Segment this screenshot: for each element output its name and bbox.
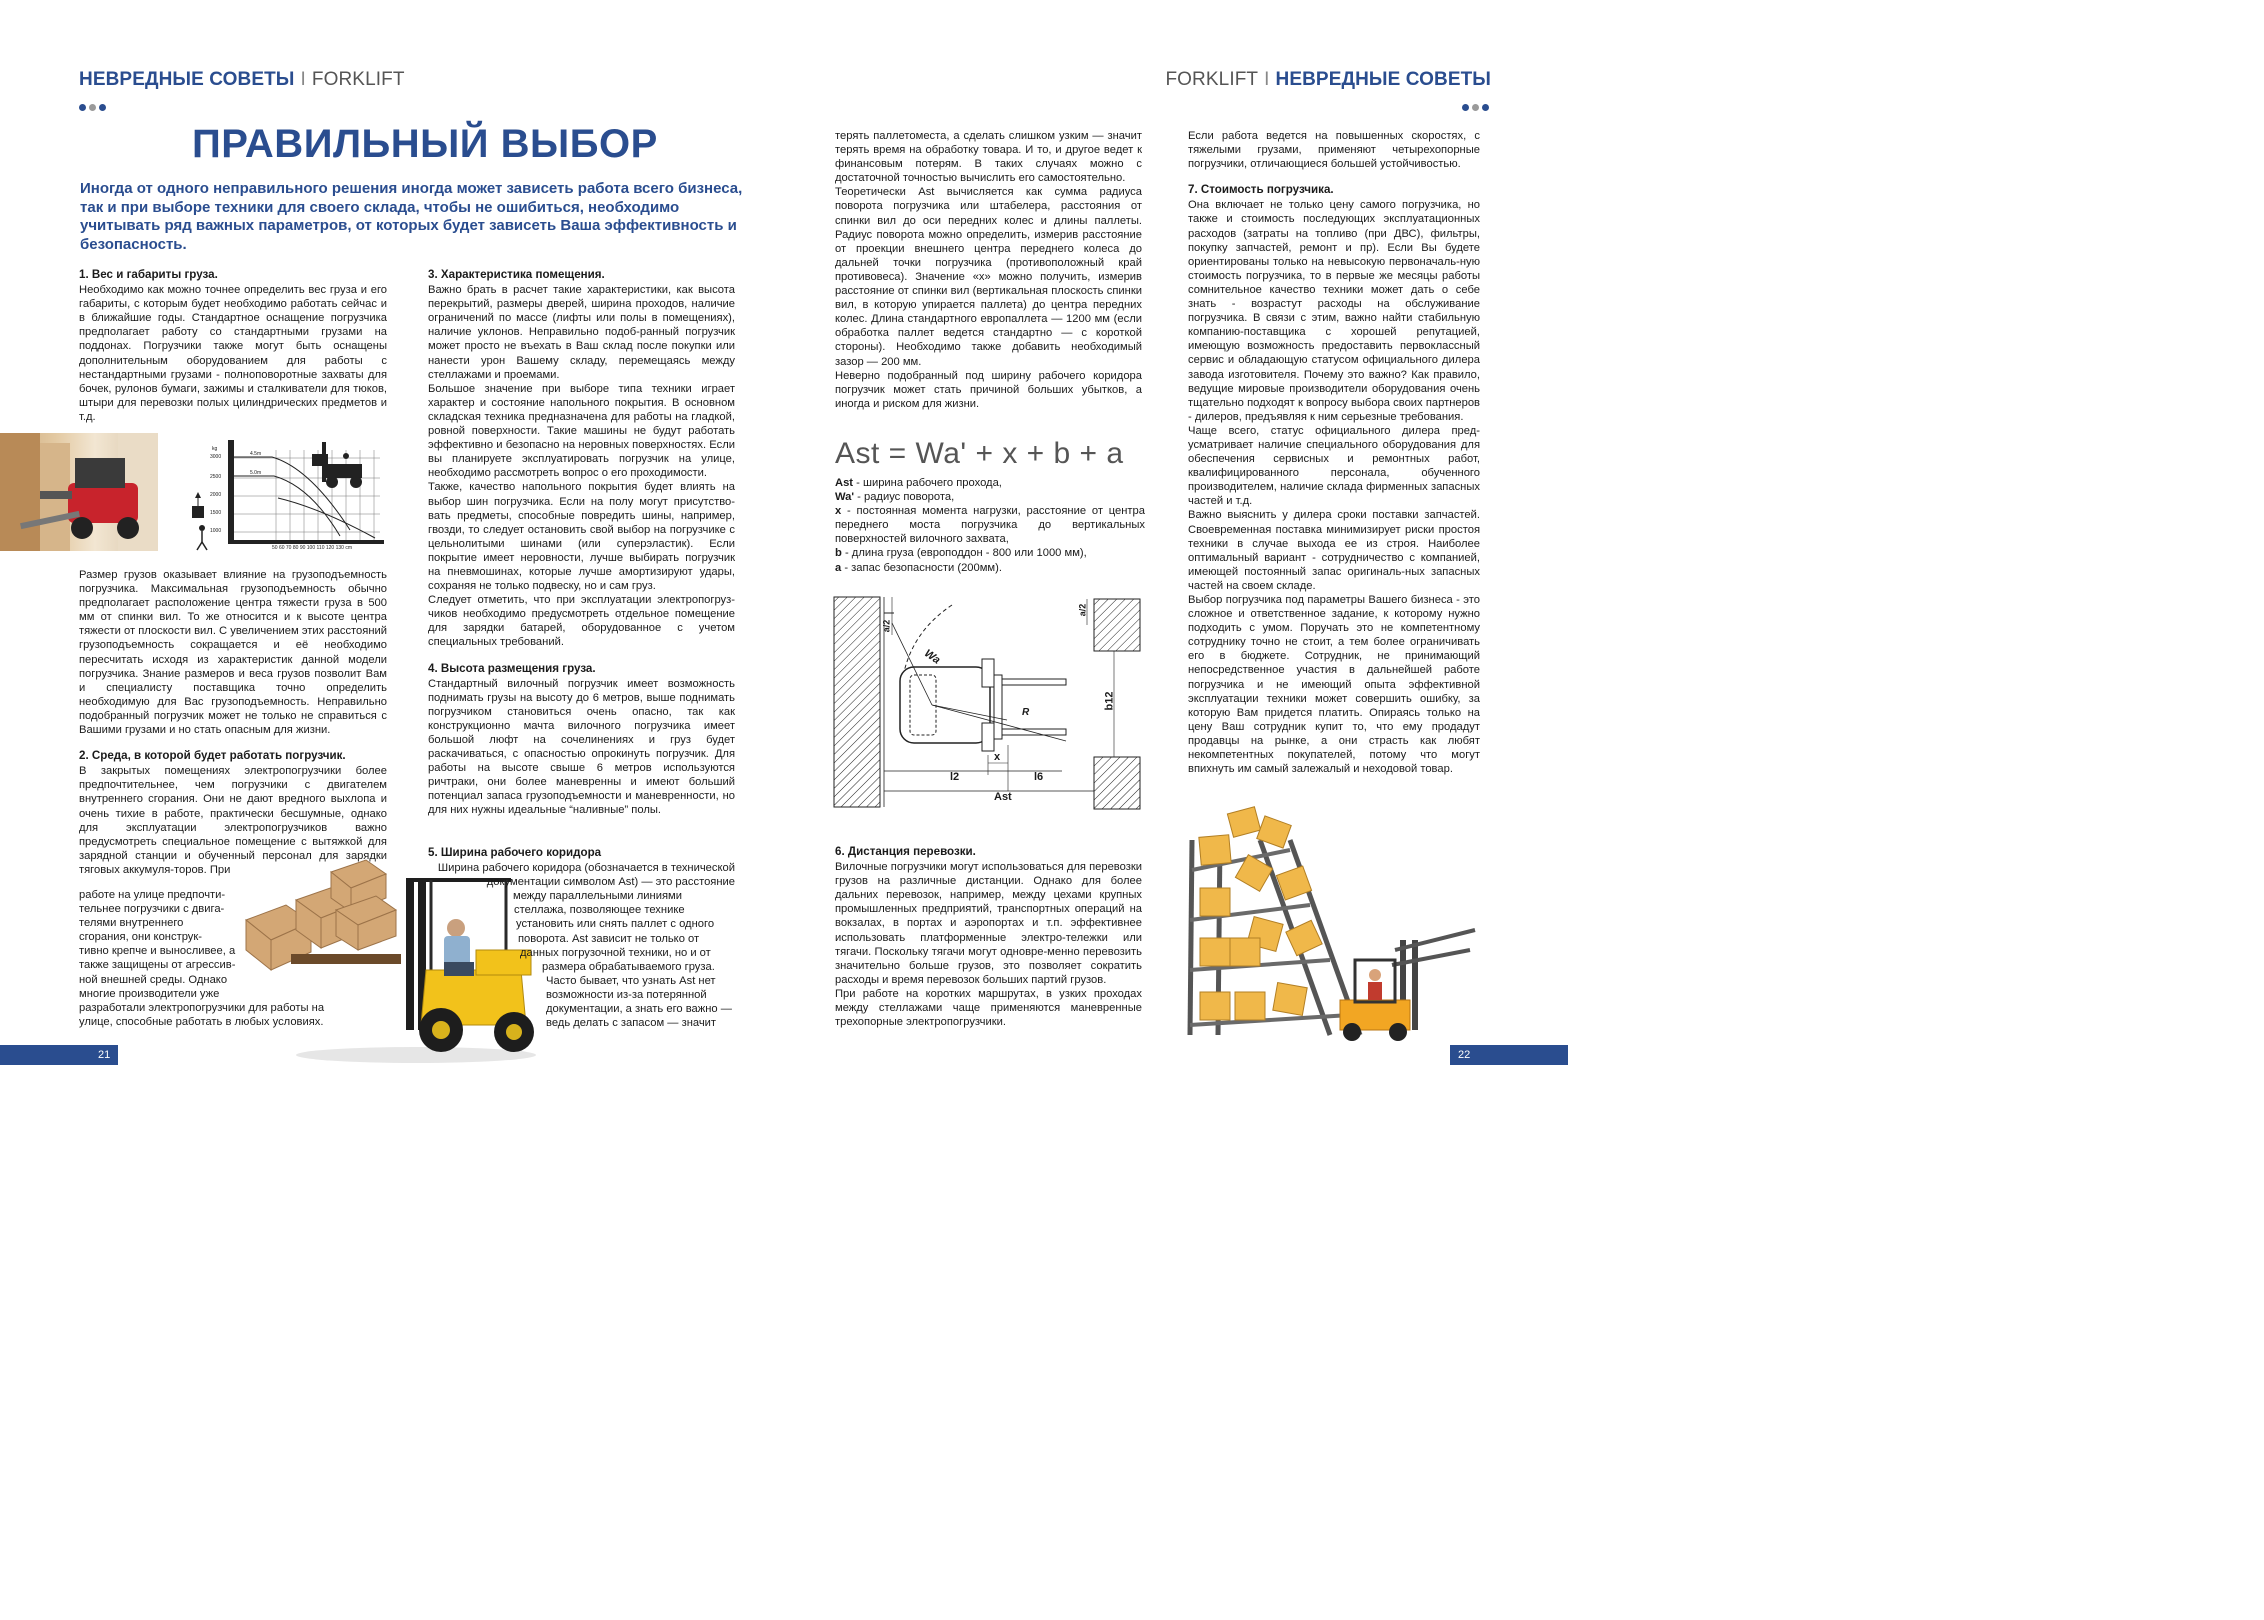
section-7-paragraph-2: Чаще всего, статус официального дилера пред-усматривает наличие специального оборудования для обеспечения сервисных и ремонтных работ, квалифицированного персонала, обученного производителем, наличие склада фирменных запасных частей и т.д.	[1188, 424, 1480, 508]
diagram-label-l2: l2	[950, 771, 960, 783]
section-7-paragraph-4: Выбор погрузчика под параметры Вашего бизнеса - это сложное и ответственное задание, к которому нужно подходить с умом. Поручать это не компетентному сотруднику точно не стоит, а тем более ограничивать его в бюджете. Сотрудник, не принимающий непосредственное участия в дальнейшей работе погрузчика и не имеющий опыта эффективной эксплуатации техники может совершить ошибку, за которую Вам придется платить. Опираясь только на цену Ваш сотрудник купит то, что ему продадут продавцы на рынке, а они страсть как любят некомпетентных покупателей, потому что могут впихнуть им самый залежалый и неходовой товар.	[1188, 594, 1480, 776]
formula-def-x	[835, 504, 1145, 546]
formula-def-b-text: - длина груза (европоддон - 800 или 1000 мм),	[841, 547, 1087, 560]
section-5-cont-paragraph-2: Теоретически Ast вычисляется как сумма радиуса поворота погрузчика или штабелера, расстояния от спинки вил до оси передних колес и длины паллеты. Радиус поворота можно определить, измерив расстояние от проекции внешнего центра переднего колеса до дальней точки погрузчика (противоположный край противовеса). Значение «х» можно получить, измерив расстояние от спинки вил (вертикальная плоскость спинки вил, в которую упирается паллета) до центра передних колес. Длина стандартного европаллета — 1200 мм (если обработка паллет ведется стандартно — с короткой стороны). Необходимо также добавить необходимый зазор — 200 мм.	[835, 186, 1142, 368]
section-2-heading: 2. Среда, в которой будет работать погрузчик.	[79, 749, 346, 763]
chart-x-tick-70: 70	[285, 545, 292, 551]
warehouse-forklift-photo	[0, 433, 158, 551]
chart-y-tick-1500: 1500	[210, 510, 222, 516]
section-5-cont-paragraph-3: Неверно подобранный под ширину рабочего коридора погрузчик может стать причиной больших убытков, а иногда и риском для жизни.	[835, 369, 1142, 410]
section-6-paragraph-3: Если работа ведется на повышенных скоростях, с тяжелыми грузами, применяют четырехопорные погрузчики, отличающиеся большей устойчивостью.	[1188, 130, 1480, 171]
section-2-line-7: ной внешней среды. Однако	[79, 973, 228, 986]
chart-x-unit: cm	[345, 545, 353, 551]
chart-x-tick-90: 90	[299, 545, 306, 551]
section-2-line-3: телями внутреннего	[79, 917, 184, 930]
section-6	[835, 845, 1142, 1029]
right-header-dots	[1462, 98, 1492, 116]
left-page-number-bar	[0, 1045, 118, 1065]
right-page-number-bar	[1450, 1045, 1568, 1065]
chart-curve-label-1: 4.5m	[250, 451, 262, 457]
aisle-width-diagram	[832, 595, 1144, 817]
column-2	[428, 268, 735, 818]
article-lead: Иногда от одного неправильного решения иногда может зависеть работа всего бизнеса, так и при выборе техники для своего склада, чтобы не ошибиться, необходимо учитывать ряд важных параметров, от которых будет зависеть Ваша эффективность и безопасность.	[80, 180, 743, 253]
diagram-label-b12: b12	[1103, 691, 1116, 711]
section-1-heading: 1. Вес и габариты груза.	[79, 268, 218, 281]
formula-def-a-symbol: a	[835, 561, 842, 574]
column-4	[1188, 129, 1480, 776]
section-3-paragraph-1: Важно брать в расчет такие характеристики, как высота перекрытий, размеры дверей, ширина проходов, наличие ограничений по массе (лифты или полы в помещениях), наличие уклонов. Неправильно подоб-ранный погрузчик может просто не въехать в Ваш склад после покупки или нанести урон Вашему складу, перемещаясь между стеллажами и проемами.	[428, 284, 735, 381]
left-header-bold: НЕВРЕДНЫЕ СОВЕТЫ	[79, 69, 295, 90]
section-5-line-11: документации, а знать его важно —	[546, 1003, 732, 1016]
diagram-label-l6: l6	[1034, 771, 1044, 783]
section-6-heading: 6. Дистанция перевозки.	[835, 845, 976, 858]
section-1-paragraph-1: Необходимо как можно точнее определить вес груза и его габариты, с которым будет необходимо работать сейчас и в ближайшие годы. Стандартное оснащение погрузчика предполагает работу со стандартными грузами на поддонах. Погрузчики также могут быть оснащены дополнительным оборудованием для работы с нестандартными грузами - полноповоротные захваты для бочек, рулонов бумаги, зажимы и сталкиватели для тюков, штыри для перевозки полых цилиндрических предметов и т.д.	[79, 284, 387, 423]
chart-x-tick-130: 130	[335, 545, 344, 551]
collapsing-rack-illustration	[1180, 800, 1490, 1045]
left-header-dots	[79, 98, 109, 116]
section-5-line-9: Часто бывает, что узнать Ast нет	[546, 974, 716, 987]
formula-def-x-text: - постоянная момента нагрузки, расстояние от центра переднего моста погрузчика до вертикальных поверхностей вилочного захвата,	[835, 505, 1145, 546]
chart-x-tick-80: 80	[292, 545, 299, 551]
section-2-line-4: сгорания, они конструк-	[79, 931, 203, 944]
section-2-line-9: разработали электропогрузчики для работы на	[79, 1001, 325, 1014]
chart-curve-label-2: 5.0m	[250, 470, 262, 476]
formula-def-ast-symbol: Ast	[835, 477, 854, 489]
formula-def-b	[835, 546, 1145, 560]
chart-y-tick-1000: 1000	[210, 528, 222, 534]
diagram-label-ast: Ast	[994, 791, 1012, 803]
diagram-label-x: x	[994, 751, 1001, 763]
section-5-heading: 5. Ширина рабочего коридора	[428, 846, 602, 859]
chart-x-tick-110: 110	[316, 545, 325, 551]
formula-def-a-text: - запас безопасности (200мм).	[841, 561, 1002, 574]
section-7-paragraph-1: Она включает не только цену самого погрузчика, но также и стоимость последующих эксплуатационных расходов (затраты на топливо (при ДВС), фильтры, покупку запчастей, ремонт и пр). Если Вы будете ориентированы только на невысокую первоначаль-ную стоимость погрузчика, то в первые же месяцы работы сомнительное качество техники может дать о себе знать - возрастут расходы на обслуживание погрузчика. В связи с этим, важно найти стабильную компанию-поставщика с хорошей репутацией, имеющую возможность предоставить первоклассный сервис и обладающую статусом официального дилера завода изготовителя. Почему это важно? Как правило, ведущие мировые производители оборудования очень тщательно подходят к вопросу выбора своих партнеров - дилеров, предъявляя к ним серьезные требования.	[1188, 199, 1480, 423]
section-7-heading: 7. Стоимость погрузчика.	[1188, 183, 1334, 197]
section-5	[428, 846, 735, 1030]
section-2-line-8: многие производители уже	[79, 987, 220, 1000]
chart-y-unit: kg	[212, 446, 218, 452]
right-page-number: 22	[1458, 1049, 1471, 1061]
article-title: ПРАВИЛЬНЫЙ ВЫБОР	[192, 122, 658, 166]
chart-y-tick-2500: 2500	[210, 474, 222, 480]
formula-def-wa-text: - радиус поворота,	[854, 491, 955, 504]
section-2-paragraph-1: В закрытых помещениях электропогрузчики более предпочтительнее, чем погрузчики с двигателем внутреннего сгорания. Они не дают вредного выхлопа и очень тихие в работе, практически бесшумные, однако для эксплуатации электропогрузчиков важно предусмотреть специальное помещение с вытяжкой для зарядной станции и обученный персонал для зарядки тяговых аккумуля-торов. При	[79, 765, 387, 876]
right-running-header	[1165, 69, 1491, 91]
diagram-label-wa: Wa	[922, 647, 943, 667]
formula-def-ast	[835, 476, 1145, 490]
section-2-line-2: тельнее погрузчики с двига-	[79, 903, 225, 916]
left-page-number: 21	[98, 1049, 111, 1061]
section-5-line-3: между параллельными линиями	[513, 890, 682, 903]
section-7-paragraph-3: Важно выяснить у дилера сроки поставки запчастей. Своевременная поставка минимизирует риски простоя техники в случае выхода ее из строя. Наиболее оптимальный вариант - сотрудничество с компанией, имеющей постоянный запас оригиналь-ных запасных частей на своем складе.	[1188, 509, 1480, 592]
chart-y-tick-3000: 3000	[210, 454, 222, 460]
chart-x-tick-100: 100	[306, 545, 316, 551]
section-5-cont-paragraph-1: терять паллетоместа, а сделать слишком узким — значит терять время на обработку товара. И то, и другое ведет к финансовым потерям. В таких случаях можно с достаточной точностью вычислить его самостоятельно.	[835, 130, 1142, 185]
section-5-line-8: размера обрабатываемого груза.	[542, 960, 715, 973]
section-5-line-12: ведь делать с запасом — значит	[546, 1017, 717, 1030]
section-1-paragraph-2: Размер грузов оказывает влияние на грузоподъемность погрузчика. Максимальная грузоподъемность обычно предполагает расположение центра тяжести груза в 500 мм от спинки вил. То же относится и к высоте центра тяжести от плоскости вил. С увеличением этих расстояний грузоподъемность сокращается и её необходимо пересчитать исходя из характеристик данной модели погрузчика. Знание размеров и веса грузов позволит Вам и специалисту поставщика точно определить необходимую для Вас грузоподъемность. Неправильно подобранный погрузчик может не только не справиться с Вашими грузами и но стать опасным для жизни.	[79, 569, 387, 737]
section-5-line-5: установить или снять паллет с одного	[516, 918, 715, 931]
formula-def-ast-text: - ширина рабочего прохода,	[853, 477, 1002, 489]
chart-x-tick-120: 120	[325, 545, 335, 551]
left-header-sep: I	[300, 69, 306, 90]
diagram-label-r: R	[1022, 707, 1030, 718]
chart-y-tick-2000: 2000	[210, 492, 222, 498]
section-5-line-10: возможности из-за потерянной	[546, 988, 707, 1001]
diagram-label-a2-left: a/2	[881, 619, 892, 633]
formula-def-b-symbol: b	[835, 547, 842, 560]
section-1-bottom	[79, 568, 387, 877]
section-2-line-1: работе на улице предпочти-	[79, 889, 226, 901]
section-3-paragraph-4: Следует отметить, что при эксплуатации электропогруз-чиков необходимо предусмотреть отдельное помещение для зарядки батарей, оборудованное с учетом специальных требований.	[428, 594, 735, 649]
section-3-paragraph-2: Большое значение при выборе типа техники играет характер и состояние напольного покрытия. В основном складская техника предназначена для работы на гладкой, ровной поверхности. Такие машины не будут работать эффективно и безопасно на неровных поверхностях. Если вы планируете эксплуатировать погрузчик на улице, необходимо рассмотреть вопрос о его проходимости.	[428, 382, 735, 480]
left-header-light: FORKLIFT	[311, 69, 405, 90]
left-running-header	[79, 69, 405, 91]
formula-def-x-symbol: x	[835, 505, 842, 518]
chart-x-ticks	[272, 545, 390, 551]
section-5-line-7: данных погрузочной техники, но и от	[520, 946, 711, 959]
load-capacity-chart	[190, 438, 390, 556]
section-5-line-2: документации символом Ast) — это расстояние	[486, 876, 735, 889]
right-header-sep: I	[1264, 69, 1270, 90]
section-3-heading: 3. Характеристика помещения.	[428, 268, 605, 281]
section-3-paragraph-3: Также, качество напольного покрытия будет влиять на выбор шин погрузчика. Если на полу могут присутство-вать предметы, способные повредить шины, например, гвозди, то следует остановить свой выбор на погрузчике с цельнолитыми шинами (или суперэластик). Если покрытие имеет неровности, лучше выбирать погрузчик на пневмошинах, которые лучше амортизируют удары, сохраняя не только подвеску, но и сам груз.	[428, 481, 735, 593]
section-2-line-5: тивно крепче и выносливее, а	[79, 945, 236, 958]
formula-definitions	[835, 476, 1145, 575]
chart-x-tick-50: 50	[272, 545, 278, 551]
section-4-paragraph-1: Стандартный вилочный погрузчик имеет возможность поднимать грузы на высоту до 6 метров, выше поднимать погрузчиком становиться очень опасно, так как конструкционно мачта вилочного погрузчика имеет большой люфт на сочелинениях и груз будет раскачиваться, с опасностью опрокинуть погрузчик. Для работы на высоте свыше 6 метров используются ричтраки, они более маневренны и имеют больший потенциал запаса грузоподъемности и маневренности, но для них нужны идеальные “наливные” полы.	[428, 677, 735, 817]
chart-x-tick-60: 60	[278, 545, 285, 551]
right-header-light: FORKLIFT	[1165, 69, 1259, 90]
section-4-heading: 4. Высота размещения груза.	[428, 661, 596, 675]
section-5-continued	[835, 129, 1142, 411]
formula-def-wa	[835, 490, 1145, 504]
section-2-line-10: улице, способные работать в любых условиях.	[79, 1015, 324, 1028]
diagram-label-a2-right: a/2	[1077, 603, 1088, 617]
section-5-line-1: Ширина рабочего коридора (обозначается в технической	[437, 862, 735, 875]
section-6-paragraph-2: При работе на коротких маршрутах, в узких проходах между стеллажами чаще применяются маневренные трехопорные электропогрузчики.	[835, 987, 1142, 1029]
section-2-line-6: также защищены от агрессив-	[79, 959, 236, 972]
section-1-top	[79, 268, 387, 424]
right-header-bold: НЕВРЕДНЫЕ СОВЕТЫ	[1275, 69, 1491, 90]
formula-def-a	[835, 561, 1145, 575]
section-6-paragraph-1: Вилочные погрузчики могут использоваться для перевозки грузов на различные дистанции. Однако для более дальних перевозок, например, между цехами крупных промышленных предприятий, транспортных операций на вокзалах, в портах и аэропортах и т.п. эффективнее использовать платформенные электро-тележки или тягачи. Поскольку тягачи могут одновре-менно перевозить значительно больше грузов, это позволяет сократить расходы и время перевозок больших партий грузов.	[835, 861, 1142, 986]
section-5-line-6: поворота. Ast зависит не только от	[518, 932, 700, 945]
section-5-line-4: стеллажа, позволяющее технике	[514, 904, 685, 917]
ast-formula: Ast = Wa' + x + b + a	[835, 437, 1124, 470]
formula-def-wa-symbol: Wa'	[835, 491, 855, 504]
